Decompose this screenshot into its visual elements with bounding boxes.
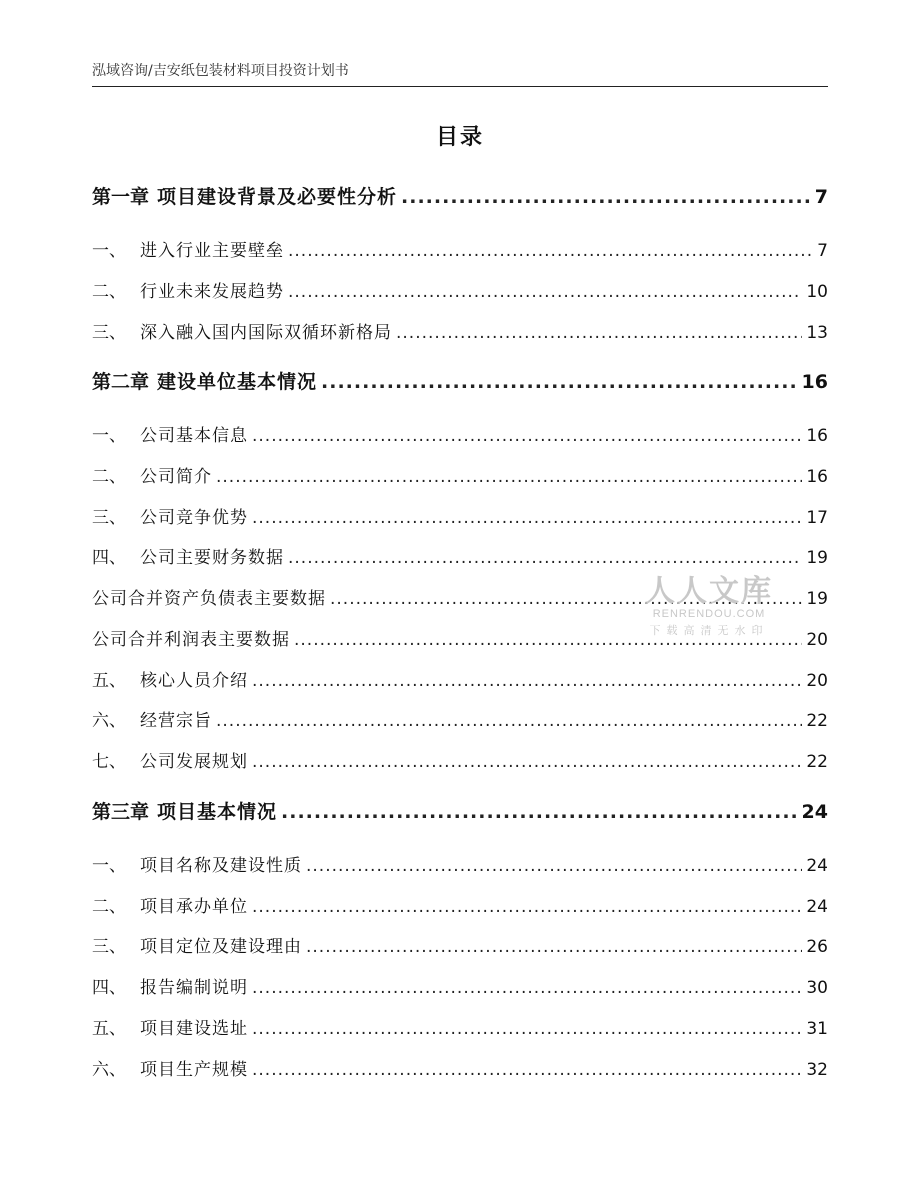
toc-leader-dots (252, 897, 802, 917)
toc-entry-page: 30 (806, 978, 828, 998)
toc-entry-label: 公司主要财务数据 (140, 548, 284, 568)
toc-entry-page: 13 (806, 323, 828, 343)
page-title: 目录 (435, 125, 484, 150)
toc-leader-dots (281, 801, 798, 823)
toc-entry-page: 20 (806, 630, 828, 650)
toc-leader-dots (216, 467, 802, 487)
toc-entry-number: 六、 (92, 711, 126, 731)
toc-leader-dots (252, 978, 802, 998)
toc-entry-label: 公司竞争优势 (140, 508, 248, 528)
toc-entry-section[interactable] (92, 1014, 828, 1039)
toc-leader-dots (252, 1060, 802, 1080)
toc-entry-number: 一、 (92, 856, 126, 876)
toc-entry-number: 二、 (92, 467, 126, 487)
watermark-title: 人人文库 (645, 575, 773, 608)
toc-entry-number: 第三章 (92, 801, 150, 823)
toc-entry-section[interactable] (92, 892, 828, 917)
toc-leader-dots (252, 426, 802, 446)
toc-entry-number: 六、 (92, 1060, 126, 1080)
toc-entry-label: 公司基本信息 (140, 426, 248, 446)
toc-entry-page: 31 (806, 1019, 828, 1039)
toc-leader-dots (252, 671, 802, 691)
toc-entry-number: 五、 (92, 1019, 126, 1039)
toc-entry-number: 一、 (92, 426, 126, 446)
toc-entry-page: 19 (806, 548, 828, 568)
toc-entry-number: 第一章 (92, 186, 150, 208)
toc-entry-page: 16 (806, 426, 828, 446)
toc-entry-number: 三、 (92, 508, 126, 528)
toc-entry-page: 19 (806, 589, 828, 609)
toc-leader-dots (321, 371, 798, 393)
toc-entry-page: 7 (817, 241, 828, 261)
toc-entry-page: 24 (806, 897, 828, 917)
toc-entry-page: 22 (806, 752, 828, 772)
watermark (645, 566, 773, 638)
toc-leader-dots (216, 711, 802, 731)
toc-entry-label: 项目基本情况 (157, 801, 278, 823)
toc-entry-section[interactable] (92, 277, 828, 302)
toc-entry-section[interactable] (92, 503, 828, 528)
toc-entry-page: 10 (806, 282, 828, 302)
toc-entry-page: 16 (806, 467, 828, 487)
toc-entry-label: 公司简介 (140, 467, 212, 487)
toc-entry-label: 项目承办单位 (140, 897, 248, 917)
toc-leader-dots (401, 186, 811, 208)
toc-entry-label: 项目定位及建设理由 (140, 937, 302, 957)
toc-entry-number: 一、 (92, 241, 126, 261)
toc-entry-page: 24 (801, 801, 828, 823)
toc-entry-page: 16 (801, 371, 828, 393)
toc-entry-number: 三、 (92, 323, 126, 343)
toc-entry-section[interactable] (92, 462, 828, 487)
toc-entry-section[interactable] (92, 747, 828, 772)
toc-entry-section[interactable] (92, 543, 828, 568)
toc-entry-section[interactable] (92, 706, 828, 731)
watermark-tagline: 下载高清无水印 (649, 625, 769, 637)
toc-entry-page: 20 (806, 671, 828, 691)
watermark-url: RENRENDOU.COM (652, 608, 766, 620)
toc-leader-dots (306, 937, 802, 957)
toc-entry-number: 四、 (92, 548, 126, 568)
toc-leader-dots (288, 241, 813, 261)
toc-entry-section[interactable] (92, 421, 828, 446)
toc-entry-section[interactable] (92, 932, 828, 957)
toc-entry-page: 7 (814, 186, 828, 208)
toc-entry-label: 经营宗旨 (140, 711, 212, 731)
toc-entry-label: 建设单位基本情况 (157, 371, 318, 393)
toc-entry-section[interactable] (92, 851, 828, 876)
toc-entry-label: 公司合并利润表主要数据 (92, 630, 290, 650)
toc-entry-label: 进入行业主要壁垒 (140, 241, 284, 261)
toc-leader-dots (288, 548, 802, 568)
toc-entry-label: 深入融入国内国际双循环新格局 (140, 323, 392, 343)
toc-entry-number: 四、 (92, 978, 126, 998)
toc-entry-label: 行业未来发展趋势 (140, 282, 284, 302)
toc-entry-label: 公司合并资产负债表主要数据 (92, 589, 326, 609)
toc-entry-label: 项目建设背景及必要性分析 (157, 186, 398, 208)
toc-entry-chapter-3[interactable] (92, 797, 828, 824)
toc-entry-number: 五、 (92, 671, 126, 691)
toc-entry-section[interactable] (92, 1055, 828, 1080)
toc-entry-page: 24 (806, 856, 828, 876)
toc-entry-number: 三、 (92, 937, 126, 957)
toc-entry-page: 17 (806, 508, 828, 528)
toc-entry-label: 项目生产规模 (140, 1060, 248, 1080)
toc-entry-number: 七、 (92, 752, 126, 772)
toc-entry-number: 二、 (92, 897, 126, 917)
toc-leader-dots (306, 856, 802, 876)
toc-entry-label: 报告编制说明 (140, 978, 248, 998)
toc-leader-dots (252, 752, 802, 772)
toc-entry-page: 32 (806, 1060, 828, 1080)
toc-entry-section[interactable] (92, 973, 828, 998)
toc-entry-chapter-2[interactable] (92, 367, 828, 394)
toc-entry-label: 项目名称及建设性质 (140, 856, 302, 876)
toc-entry-section[interactable] (92, 236, 828, 261)
toc-entry-label: 公司发展规划 (140, 752, 248, 772)
toc-entry-label: 项目建设选址 (140, 1019, 248, 1039)
toc-entry-page: 26 (806, 937, 828, 957)
toc-leader-dots (288, 282, 802, 302)
toc-leader-dots (396, 323, 802, 343)
toc-entry-label: 核心人员介绍 (140, 671, 248, 691)
toc-entry-number: 二、 (92, 282, 126, 302)
page-header: 泓域咨询/吉安纸包装材料项目投资计划书 (92, 60, 828, 87)
toc-entry-section[interactable] (92, 666, 828, 691)
toc-leader-dots (252, 1019, 802, 1039)
toc-leader-dots (252, 508, 802, 528)
toc-entry-section[interactable] (92, 318, 828, 343)
toc-entry-page: 22 (806, 711, 828, 731)
toc-entry-chapter-1[interactable] (92, 182, 828, 209)
toc-entry-number: 第二章 (92, 371, 150, 393)
